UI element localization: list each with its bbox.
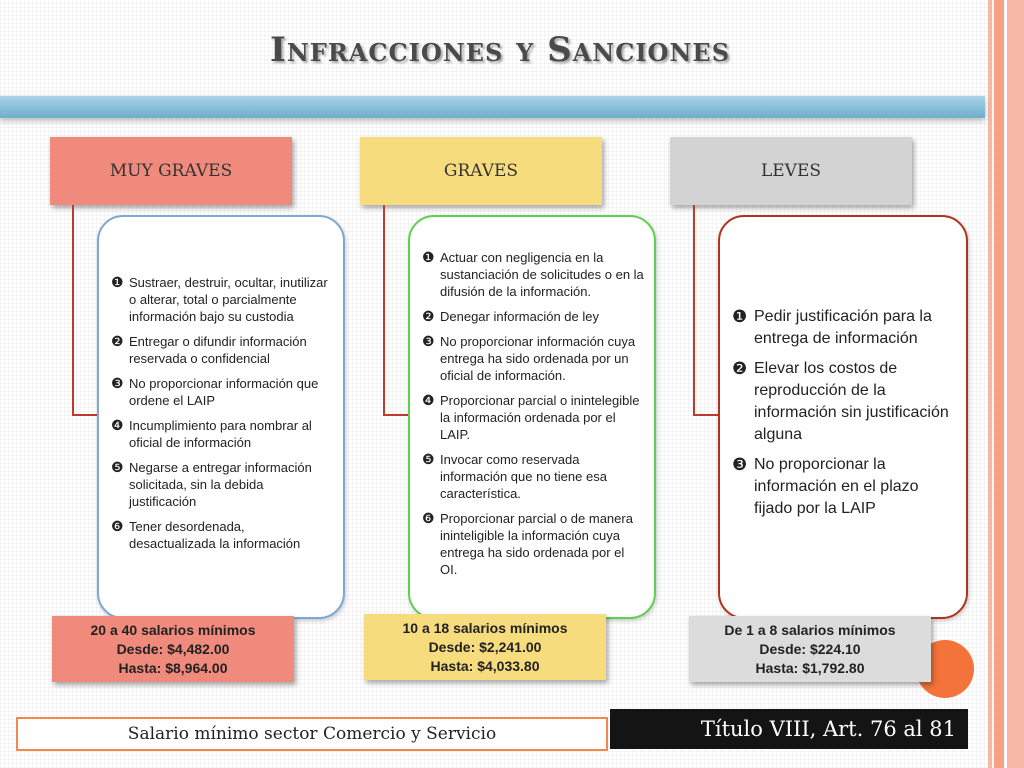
salary-box-leves xyxy=(689,616,931,682)
list-item xyxy=(732,358,956,446)
list-item-text: Elevar los costos de reproducción de la información sin justificación alguna xyxy=(754,360,949,443)
decorative-stripe xyxy=(988,0,992,768)
connector-line xyxy=(693,414,719,416)
list-item-text: Invocar como reservada información que no tiene esa característica. xyxy=(440,451,607,501)
salary-to: Hasta: $4,033.80 xyxy=(430,657,540,674)
category-header-leves: LEVES xyxy=(670,137,912,205)
list-graves xyxy=(410,249,654,586)
list-item-text: Sustraer, destruir, ocultar, inutilizar o alterar, total o parcialmente información bajo su custodia xyxy=(129,275,328,324)
decorative-stripe xyxy=(994,0,1004,768)
footer-minimum-wage-note: Salario mínimo sector Comercio y Servicio xyxy=(16,717,608,751)
number-badge-icon: ❺ xyxy=(422,450,435,467)
salary-from: Desde: $2,241.00 xyxy=(428,638,542,655)
list-item xyxy=(732,454,956,520)
list-item-text: Pedir justificación para la entrega de información xyxy=(754,308,932,347)
list-item xyxy=(111,274,333,325)
number-badge-icon: ❷ xyxy=(732,359,748,378)
list-leves xyxy=(720,306,966,528)
list-item xyxy=(422,510,644,578)
number-badge-icon: ❸ xyxy=(422,332,435,349)
list-item xyxy=(111,518,333,552)
list-item-text: Actuar con negligencia en la sustanciación de solicitudes o en la difusión de la información. xyxy=(440,249,644,299)
salary-from: Desde: $4,482.00 xyxy=(116,640,230,657)
number-badge-icon: ❶ xyxy=(732,307,748,326)
list-muy-graves xyxy=(99,274,343,560)
number-badge-icon: ❻ xyxy=(111,518,124,534)
list-item-text: Incumplimiento para nombrar al oficial de información xyxy=(129,418,312,450)
panel-leves xyxy=(718,215,968,619)
number-badge-icon: ❷ xyxy=(422,307,435,324)
decorative-stripe xyxy=(1007,0,1024,768)
list-item xyxy=(111,417,333,451)
salary-box-graves xyxy=(364,614,606,680)
list-item-text: No proporcionar información que ordene el LAIP xyxy=(129,376,319,408)
category-header-muy-graves: MUY GRAVES xyxy=(50,137,292,205)
list-item-text: Proporcionar parcial o inintelegible la información ordenada por el LAIP. xyxy=(440,392,640,442)
list-item-text: Negarse a entregar información solicitada, sin la debida justificación xyxy=(129,460,312,509)
number-badge-icon: ❻ xyxy=(422,509,435,526)
salary-range: 10 a 18 salarios mínimos xyxy=(402,619,568,636)
slide-title: Infracciones y Sanciones xyxy=(269,30,731,70)
list-item xyxy=(422,249,644,300)
connector-line xyxy=(383,205,385,415)
number-badge-icon: ❺ xyxy=(111,459,124,475)
salary-to: Hasta: $8,964.00 xyxy=(118,659,228,676)
connector-line xyxy=(72,414,98,416)
number-badge-icon: ❷ xyxy=(111,333,124,349)
category-header-graves: GRAVES xyxy=(360,137,602,205)
list-item-text: No proporcionar la información en el plazo fijado por la LAIP xyxy=(754,456,919,517)
salary-from: Desde: $224.10 xyxy=(759,640,861,657)
list-item xyxy=(422,333,644,384)
list-item xyxy=(111,333,333,367)
connector-line xyxy=(383,414,409,416)
list-item-text: Proporcionar parcial o de manera ininteligible la información cuya entrega ha sido ordenada por el OI. xyxy=(440,510,633,577)
salary-box-muy-graves xyxy=(52,616,294,682)
connector-line xyxy=(693,205,695,415)
footer-legal-reference: Título VIII, Art. 76 al 81 xyxy=(610,709,968,749)
list-item xyxy=(422,308,644,325)
list-item xyxy=(422,392,644,443)
panel-graves xyxy=(408,215,656,619)
list-item-text: Tener desordenada, desactualizada la información xyxy=(129,519,301,551)
number-badge-icon: ❹ xyxy=(422,391,435,408)
panel-muy-graves xyxy=(97,215,345,619)
title-underline-bar xyxy=(0,96,985,118)
list-item-text: Entregar o difundir información reservada o confidencial xyxy=(129,334,307,366)
list-item-text: Denegar información de ley xyxy=(440,308,599,324)
number-badge-icon: ❸ xyxy=(111,375,124,391)
salary-to: Hasta: $1,792.80 xyxy=(755,659,865,676)
list-item xyxy=(732,306,956,350)
list-item xyxy=(111,375,333,409)
number-badge-icon: ❹ xyxy=(111,417,124,433)
number-badge-icon: ❶ xyxy=(422,248,435,265)
salary-range: De 1 a 8 salarios mínimos xyxy=(724,621,896,638)
connector-line xyxy=(72,205,74,415)
list-item xyxy=(422,451,644,502)
list-item-text: No proporcionar información cuya entrega ha sido ordenada por un oficial de información. xyxy=(440,333,636,383)
number-badge-icon: ❶ xyxy=(111,274,124,290)
salary-range: 20 a 40 salarios mínimos xyxy=(90,621,256,638)
list-item xyxy=(111,459,333,510)
number-badge-icon: ❸ xyxy=(732,455,748,474)
